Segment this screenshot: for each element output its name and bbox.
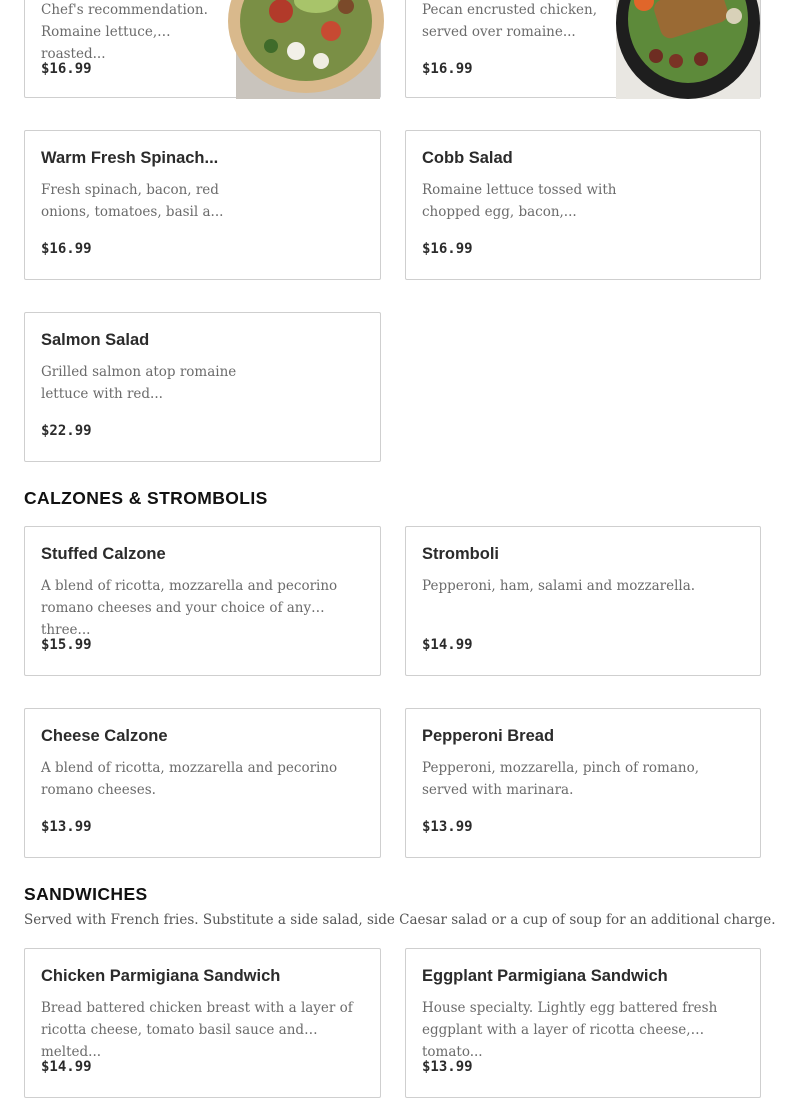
menu-item-description: House specialty. Lightly egg battered fresh eggplant with a layer of ricotta cheese, tomato... (422, 1000, 718, 1060)
menu-item-name: Pepperoni Bread (422, 727, 555, 745)
menu-item-price: $13.99 (41, 819, 92, 835)
menu-item-description: Bread battered chicken breast with a layer of ricotta cheese, tomato basil sauce and melted... (41, 1000, 353, 1060)
menu-item-name: Eggplant Parmigiana Sandwich (422, 967, 668, 985)
menu-item-price: $16.99 (422, 61, 473, 77)
menu-item-card[interactable] (405, 708, 761, 858)
menu-item-card[interactable] (24, 948, 381, 1098)
menu-item-price: $16.99 (41, 241, 92, 257)
menu-item-description: Grilled salmon atop romaine lettuce with red... (41, 364, 237, 402)
menu-item-price: $14.99 (41, 1059, 92, 1075)
menu-item-price: $15.99 (41, 637, 92, 653)
menu-item-description: Chef's recommendation. Romaine lettuce, roasted... (41, 2, 208, 62)
menu-item-price: $14.99 (422, 637, 473, 653)
menu-item-card[interactable] (24, 0, 381, 98)
menu-item-photo (236, 0, 380, 97)
menu-item-name: Cheese Calzone (41, 727, 168, 745)
menu-item-price: $13.99 (422, 819, 473, 835)
menu-item-card[interactable] (24, 312, 381, 462)
menu-item-price: $13.99 (422, 1059, 473, 1075)
menu-item-name: Salmon Salad (41, 331, 150, 349)
menu-item-description: Fresh spinach, bacon, red onions, tomatoes, basil a... (41, 182, 224, 220)
menu-item-description: A blend of ricotta, mozzarella and pecorino romano cheeses. (41, 760, 338, 798)
menu-item-card[interactable] (405, 0, 761, 98)
menu-item-card[interactable] (405, 526, 761, 676)
menu-item-description: A blend of ricotta, mozzarella and pecorino romano cheeses and your choice of any three... (41, 578, 338, 638)
menu-item-description: Romaine lettuce tossed with chopped egg, bacon,... (422, 182, 617, 220)
menu-item-name: Stuffed Calzone (41, 545, 166, 563)
menu-item-name: Warm Fresh Spinach... (41, 149, 219, 167)
menu-item-description: Pepperoni, mozzarella, pinch of romano, served with marinara. (422, 760, 699, 798)
menu-item-price: $16.99 (422, 241, 473, 257)
menu-item-card[interactable] (405, 948, 761, 1098)
section-title-sandwiches: SANDWICHES (24, 884, 148, 904)
menu-item-description: Pecan encrusted chicken, served over romaine... (422, 2, 598, 40)
menu-item-description: Pepperoni, ham, salami and mozzarella. (422, 578, 696, 594)
menu-item-card[interactable] (405, 130, 761, 280)
menu-item-name: Cobb Salad (422, 149, 513, 167)
menu-item-price: $22.99 (41, 423, 92, 439)
menu-item-card[interactable] (24, 708, 381, 858)
section-note: Served with French fries. Substitute a side salad, side Caesar salad or a cup of soup for an additional charge. (24, 912, 776, 928)
section-title-calzones: CALZONES & STROMBOLIS (24, 488, 268, 508)
menu-item-name: Chicken Parmigiana Sandwich (41, 967, 281, 985)
menu-item-name: Stromboli (422, 545, 499, 563)
menu-item-photo (616, 0, 760, 97)
menu-item-card[interactable] (24, 526, 381, 676)
menu-item-card[interactable] (24, 130, 381, 280)
menu-item-price: $16.99 (41, 61, 92, 77)
